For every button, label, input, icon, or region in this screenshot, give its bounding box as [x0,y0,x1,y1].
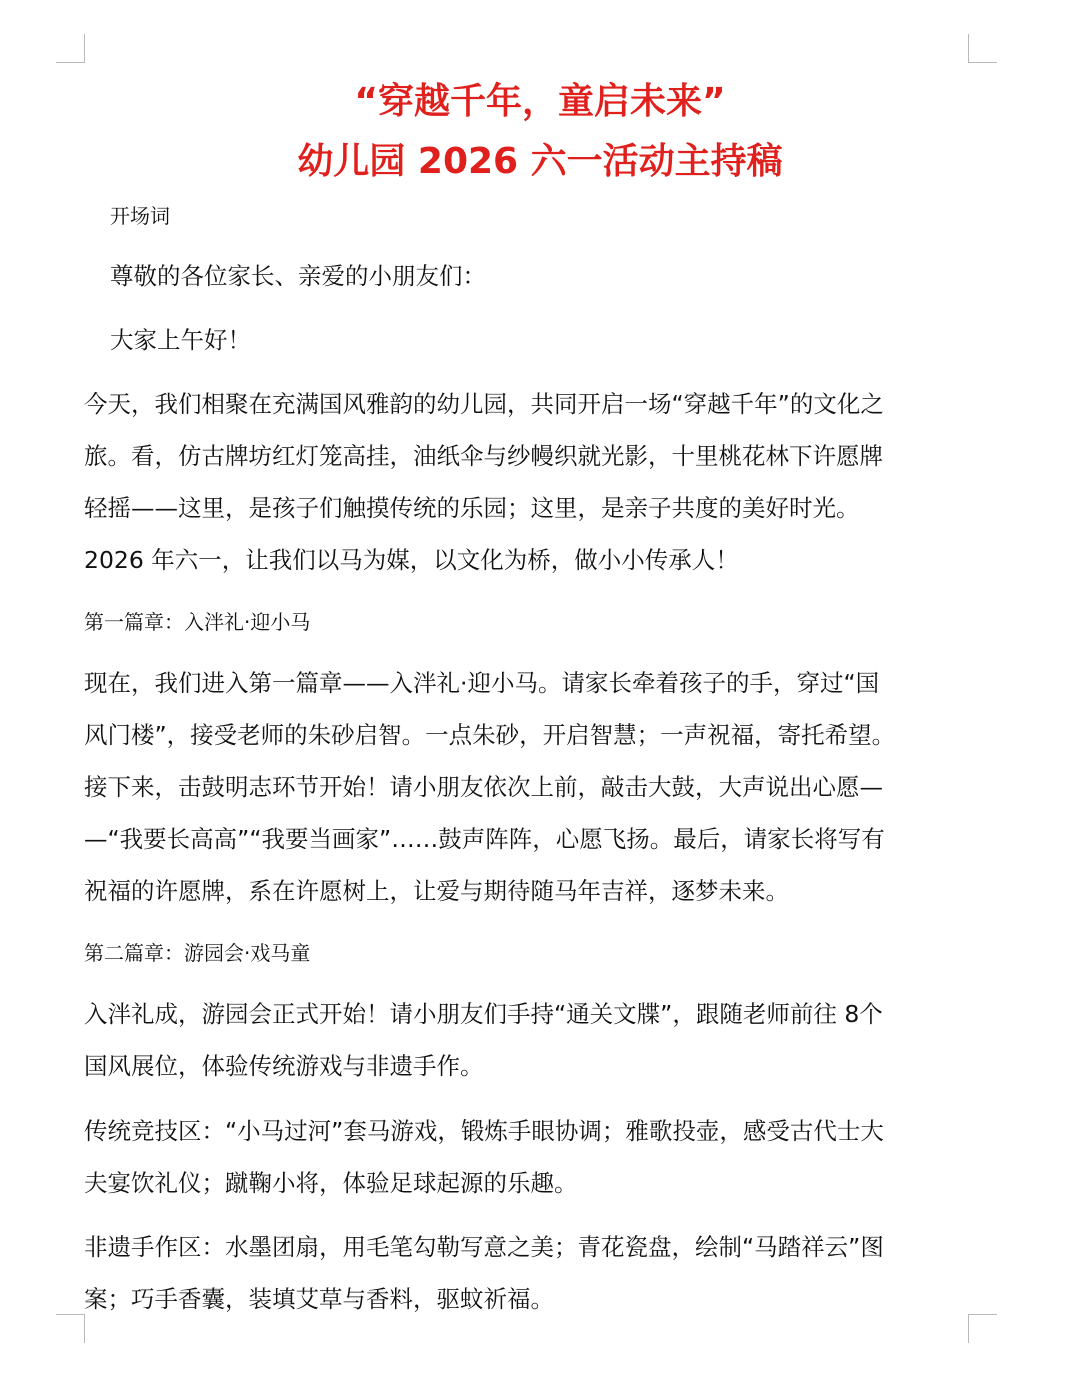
opening-paragraph-line: 轻摇——这里，是孩子们触摸传统的乐园；这里，是亲子共度的美好时光。 [84,494,860,522]
chapter2-intro-line: 入泮礼成，游园会正式开始！请小朋友们手持“通关文牒”，跟随老师前往 8个 [84,1000,883,1028]
opening-paragraph-line: 旅。看，仿古牌坊红灯笼高挂，油纸伞与纱幔织就光影，十里桃花林下许愿牌 [84,442,883,470]
opening-paragraph-line: 今天，我们相聚在充满国风雅韵的幼儿园，共同开启一场“穿越千年”的文化之 [84,390,884,418]
chapter2-sports-line: 夫宴饮礼仪；蹴鞠小将，体验足球起源的乐趣。 [84,1169,578,1197]
chapter2-crafts-line: 案；巧手香囊，装填艾草与香料，驱蚊祈福。 [84,1285,554,1313]
chapter1-heading: 第一篇章：入泮礼·迎小马 [84,610,311,634]
page-corner-mark-top-left [56,34,85,63]
document-title-line-2: 幼儿园 2026 六一活动主持稿 [297,141,783,182]
chapter1-paragraph-line: 祝福的许愿牌，系在许愿树上，让爱与期待随马年吉祥，逐梦未来。 [84,877,789,905]
chapter1-paragraph-line: 风门楼”，接受老师的朱砂启智。一点朱砂，开启智慧；一声祝福，寄托希望。 [84,721,896,749]
chapter2-intro-line: 国风展位，体验传统游戏与非遗手作。 [84,1052,484,1080]
chapter2-crafts-line: 非遗手作区：水墨团扇，用毛笔勾勒写意之美；青花瓷盘，绘制“马踏祥云”图 [84,1233,884,1261]
page-corner-mark-top-right [968,34,997,63]
chapter1-paragraph-line: 现在，我们进入第一篇章——入泮礼·迎小马。请家长牵着孩子的手，穿过“国 [84,669,880,697]
opening-heading: 开场词 [110,204,170,228]
chapter2-heading: 第二篇章：游园会·戏马童 [84,941,311,965]
chapter1-paragraph-line: —“我要长高高”“我要当画家”……鼓声阵阵，心愿飞扬。最后，请家长将写有 [84,825,885,853]
chapter2-sports-line: 传统竞技区：“小马过河”套马游戏，锻炼手眼协调；雅歌投壶，感受古代士大 [84,1117,884,1145]
page-corner-mark-bottom-left [56,1314,85,1343]
opening-greeting: 尊敬的各位家长、亲爱的小朋友们： [110,262,486,290]
page-corner-mark-bottom-right [968,1314,997,1343]
chapter1-paragraph-line: 接下来，击鼓明志环节开始！请小朋友依次上前，敲击大鼓，大声说出心愿— [84,773,883,801]
opening-hello: 大家上午好！ [110,326,251,354]
document-title-line-1: “穿越千年，童启未来” [354,81,726,122]
opening-paragraph-line: 2026 年六一，让我们以马为媒，以文化为桥，做小小传承人！ [84,546,739,574]
